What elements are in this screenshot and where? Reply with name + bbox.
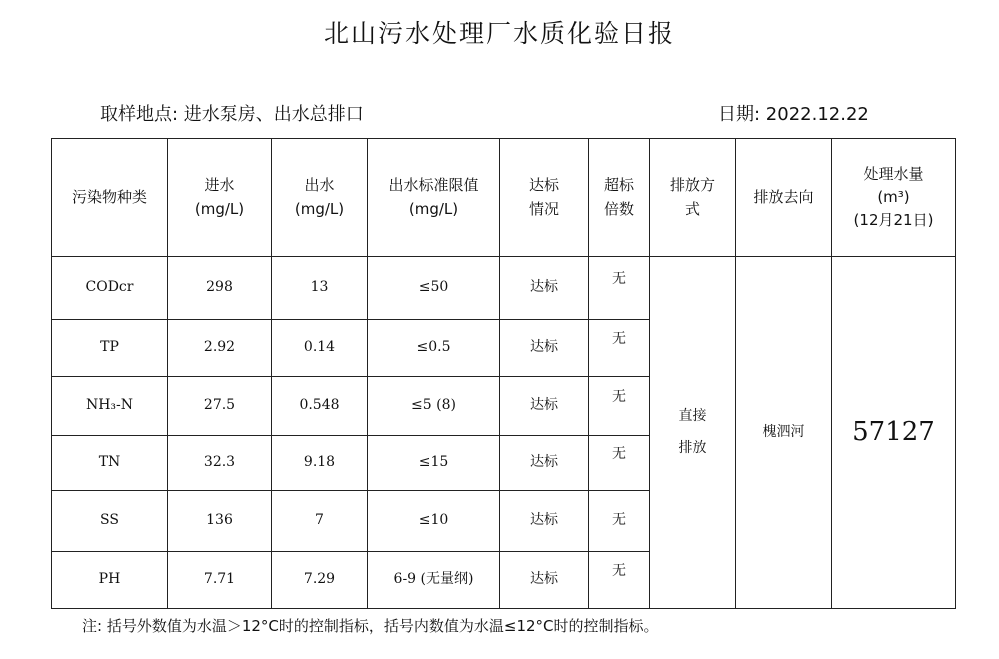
cell-exceed: 无 [589,552,650,609]
header-limit: 出水标准限值 (mg/L) [368,139,500,257]
volume-cell: 57127 [832,257,956,609]
header-pollutant: 污染物种类 [52,139,168,257]
cell-influent: 32.3 [168,436,272,491]
cell-effluent: 0.14 [272,320,368,377]
cell-pollutant: TN [52,436,168,491]
header-effluent: 出水 (mg/L) [272,139,368,257]
header-exceed: 超标 倍数 [589,139,650,257]
discharge-dest-cell: 槐泗河 [736,257,832,609]
cell-exceed: 无 [589,320,650,377]
cell-influent: 27.5 [168,377,272,436]
cell-pollutant: SS [52,491,168,552]
cell-limit: ≤15 [368,436,500,491]
header-influent: 进水 (mg/L) [168,139,272,257]
cell-exceed: 无 [589,257,650,320]
cell-pollutant: PH [52,552,168,609]
cell-influent: 7.71 [168,552,272,609]
report-date: 日期: 2022.12.22 [718,104,869,125]
cell-exceed: 无 [589,436,650,491]
cell-effluent: 13 [272,257,368,320]
cell-limit: ≤10 [368,491,500,552]
report-title: 北山污水处理厂水质化验日报 [323,19,675,48]
sampling-location: 取样地点: 进水泵房、出水总排口 [100,104,364,125]
cell-effluent: 0.548 [272,377,368,436]
cell-limit: ≤50 [368,257,500,320]
cell-compliance: 达标 [500,320,589,377]
cell-limit: ≤0.5 [368,320,500,377]
header-discharge-dest: 排放去向 [736,139,832,257]
water-quality-table [51,138,956,609]
cell-influent: 136 [168,491,272,552]
footnote: 注: 括号外数值为水温＞12°C时的控制指标，括号内数值为水温≤12°C时的控制指标。 [82,617,659,635]
cell-exceed: 无 [589,491,650,552]
cell-compliance: 达标 [500,436,589,491]
cell-effluent: 9.18 [272,436,368,491]
cell-limit: 6-9 (无量纲) [368,552,500,609]
cell-effluent: 7 [272,491,368,552]
cell-pollutant: NH₃-N [52,377,168,436]
cell-limit: ≤5 (8) [368,377,500,436]
cell-compliance: 达标 [500,377,589,436]
cell-effluent: 7.29 [272,552,368,609]
cell-compliance: 达标 [500,491,589,552]
discharge-mode-cell: 直接 排放 [650,257,736,609]
cell-exceed: 无 [589,377,650,436]
cell-pollutant: CODcr [52,257,168,320]
header-volume: 处理水量 (m³) (12月21日) [832,139,956,257]
cell-influent: 2.92 [168,320,272,377]
cell-compliance: 达标 [500,257,589,320]
header-discharge-mode: 排放方 式 [650,139,736,257]
cell-influent: 298 [168,257,272,320]
cell-pollutant: TP [52,320,168,377]
table-header-row [52,139,956,257]
header-compliance: 达标 情况 [500,139,589,257]
table-row [52,257,956,320]
cell-compliance: 达标 [500,552,589,609]
